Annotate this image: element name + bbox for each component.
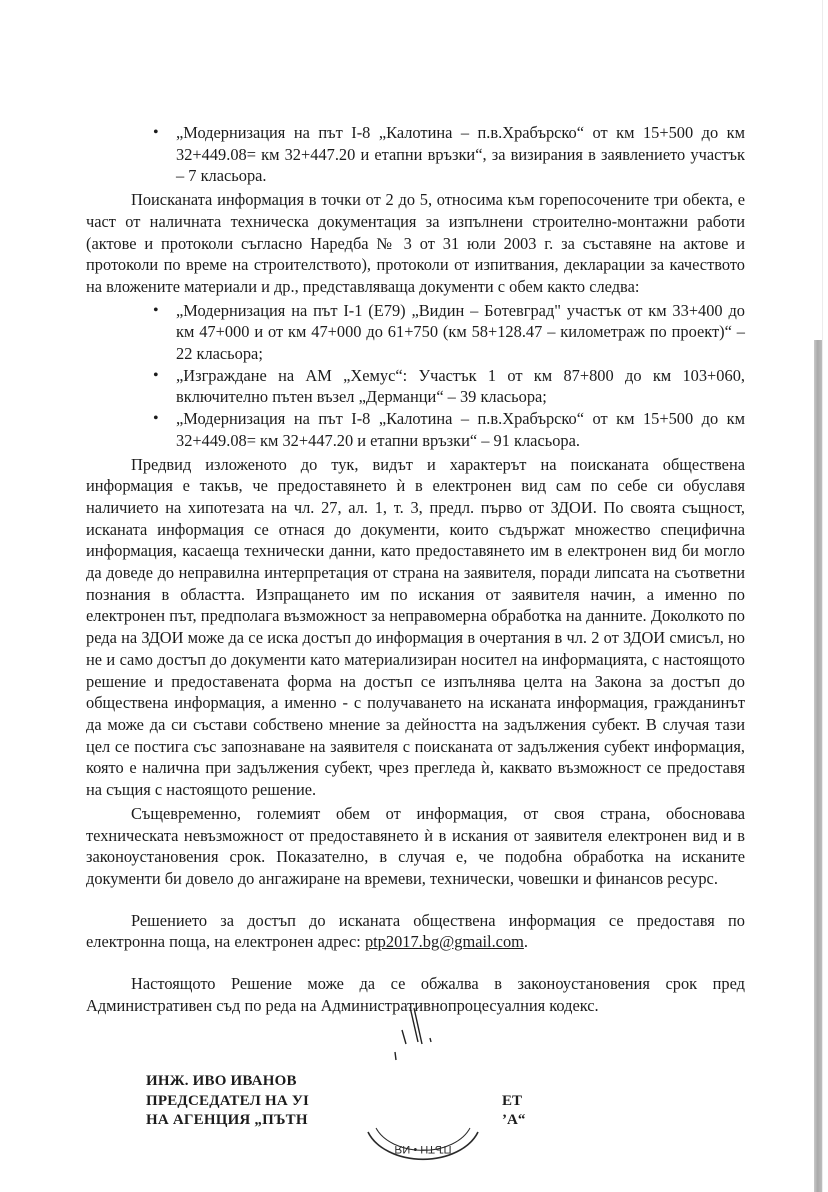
list-item-text: „Изграждане на АМ „Хемус“: Участък 1 от км 87+800 до км 103+060, включително пътен възел „Дерманци“ – 39 класьора;	[176, 365, 745, 407]
signer-agency: НА АГЕНЦИЯ „ПЪТН	[146, 1112, 308, 1129]
paragraph-requested-info: Поисканата информация в точки от 2 до 5, относима към горепосочените три обекта, е част от наличната техническа документация за изпълнени строително-монтажни работи (актове и протоколи съгласно Наредба № 3 от 31 юли 2003 г. за съставяне на актове и протоколи по време на строителството), протоколи от изпитвания, декларации за качеството на вложените материали и др., представляваща документи с обем както следва:	[86, 190, 745, 296]
list-item-text: „Модернизация на път I-8 „Калотина – п.в.Храбърско“ от км 15+500 до км 32+449.08= км 32+447.20 и етапни връзки“ – 91 класьора.	[176, 409, 745, 450]
scroll-edge-shadow	[814, 340, 822, 1192]
list-item-text: „Модернизация на път I-1 (Е79) „Видин – Ботевград" участък от км 33+400 до км 47+000 и от км 47+000 до 61+750 (км 58+128.47 – километраж по проект)“ – 22 класьора;	[176, 300, 745, 364]
signature-area	[146, 1072, 745, 1192]
signer-agency-end: ’А“	[502, 1112, 526, 1129]
email-link[interactable]: ptp2017.bg@gmail.com	[364, 932, 524, 952]
handwritten-signature	[390, 1002, 460, 1062]
list-item	[153, 408, 745, 451]
delivery-text: Решението за достъп до исканата обществена информация се предоставя по електронна поща, на електронен адрес:	[86, 910, 745, 952]
signer-title-end: ЕТ	[502, 1092, 523, 1109]
stamp-text: ПЪТН • ИЯ	[394, 1143, 452, 1156]
bullet-icon: •	[153, 124, 159, 141]
list-item	[153, 300, 745, 365]
bullet-icon: •	[153, 410, 159, 428]
list-item	[153, 365, 745, 408]
signer-name: ИНЖ. ИВО ИВАНОВ	[146, 1073, 297, 1090]
delivery-end: .	[523, 932, 528, 952]
list-item-text: „Модернизация на път I-8 „Калотина – п.в.Храбърско“ от км 15+500 до км 32+449.08= км 32+447.20 и етапни връзки“, за визирания в заявлението участък – 7 класьора.	[176, 123, 745, 186]
volume-list	[86, 300, 745, 452]
paragraph-delivery	[86, 910, 745, 953]
bullet-icon: •	[153, 366, 159, 384]
signature-block-right	[502, 1092, 525, 1131]
page-edge	[822, 0, 823, 1192]
top-bullet-list	[86, 122, 745, 187]
signature-block	[146, 1072, 309, 1131]
bullet-icon: •	[153, 301, 159, 319]
paragraph-reasoning: Предвид изложеното до тук, видът и характерът на поисканата обществена информация е такъв, че предоставянето ѝ в електронен вид сам по себе си обуславя наличието на хипотезата на чл. 27, ал. 1, т. 3, предл. първо от ЗДОИ. По своята същност, исканата информация се отнася до документи, които съдържат множество специфична информация, касаеща технически данни, като предоставянето им в електронен вид би могло да доведе до неправилна интерпретация от страна на заявителя, поради липсата на съответни познания в областта. Изпращането им по искания от заявителя начин, а именно по електронен път, предполага възможност за неправомерна обработка на данните. Доколкото по реда на ЗДОИ може да се иска достъп до информация в очертания в чл. 2 от ЗДОИ смисъл, но не и само достъп до документи като материализиран носител на информацията, с настоящото решение и предоставената форма на достъп се изпълнява целта на Закона за достъп до обществена информация, а именно - с получаването на исканата информация, гражданинът да може да си състави собствено мнение за дейността на задължения субект. В случая тази цел се постига със запознаване на заявителя с поисканата от задължения субект информация, която е налична при задължения субект, чрез прегледа ѝ, каквато възможност се предоставя на същия с настоящото решение.	[86, 454, 745, 800]
paragraph-volume: Същевременно, големият обем от информация, от своя страна, обосновава техническата невъзможност от предоставянето ѝ в искания от заявителя електронен вид и в законоустановения срок. Показателно, в случая е, че подобна обработка на исканите документи би довело до ангажиране на времеви, технически, човешки и финансов ресурс.	[86, 803, 745, 888]
paragraph-appeal: Настоящото Решение може да се обжалва в законоустановения срок пред Административен съд по реда на Административнопроцесуалния кодекс.	[86, 974, 745, 1015]
official-stamp	[360, 1110, 486, 1170]
signer-title: ПРЕДСЕДАТЕЛ НА УІ	[146, 1092, 310, 1109]
list-item	[153, 122, 745, 187]
